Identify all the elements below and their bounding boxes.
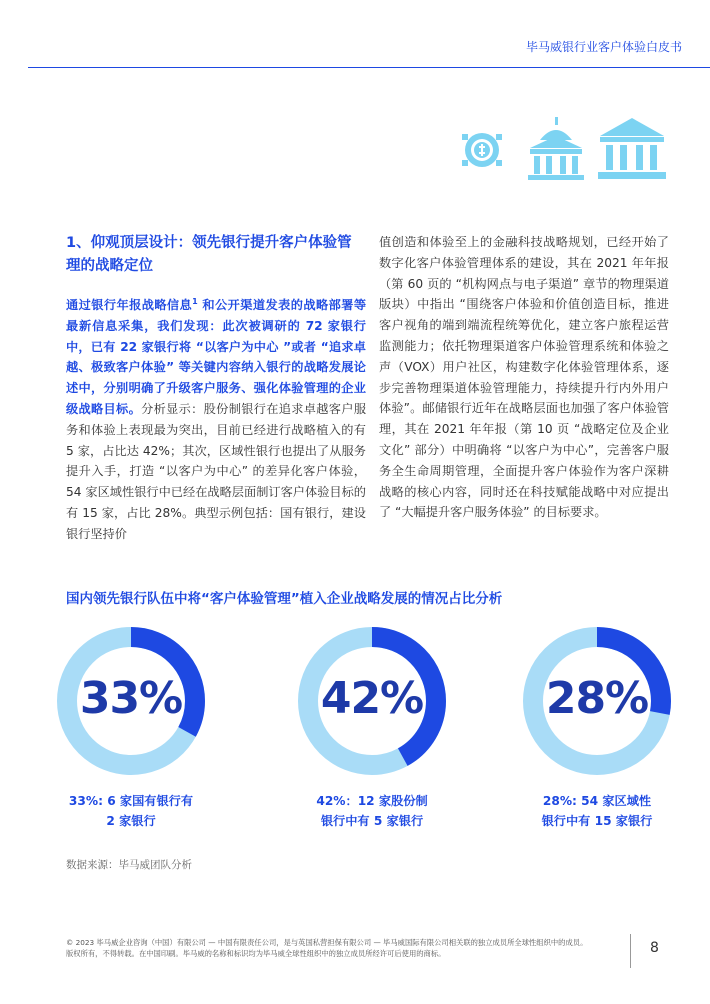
footer-divider — [630, 934, 631, 968]
lead-text-a: 通过银行年报战略信息 — [66, 298, 193, 313]
header-title: 毕马威银行业客户体验白皮书 — [525, 40, 682, 54]
left-body-text: 分析显示：股份制银行在追求卓越客户服务和体验上表现最为突出，目前已经进行战略植入的有 5 家，占比达 42%；其次，区域性银行也提出了从服务提升入手，打造 “以客户为中心” 的差异化客户体验，54 家区域性银行中已经在战略层面制订客户体验目标的有 15 家，占比 28%。典型示例包括：国有银行，建设银行坚持价 — [66, 402, 367, 541]
donut-2-label: 42% — [320, 673, 424, 724]
icon-row — [460, 112, 670, 182]
donut-3-caption-line1: 28%: 54 家区域性 — [542, 794, 652, 808]
donut-2-caption-line1: 42%：12 家股份制 — [316, 794, 428, 808]
donut-1-label: 33% — [79, 673, 183, 724]
donut-2-caption-line2: 银行中有 5 家银行 — [320, 814, 424, 828]
donut-1-caption-line2: 2 家银行 — [106, 814, 156, 828]
left-paragraph — [66, 292, 366, 545]
bank-building-icon — [598, 118, 666, 179]
right-paragraph: 值创造和体验至上的金融科技战略规划，已经开始了数字化客户体验管理体系的建设，其在 2021 年年报（第 60 页的 “机构网点与电子渠道” 章节的物理渠道版块）中指出 “围绕客户体验和价值创造目标，推进客户视角的端到端流程统筹优化，建立客户旅程运营监测能力；依托物理渠道客户体验管理系统和体验之声（VOX）用户社区，构建数字化体验管理体系，逐步完善物理渠道体验管理能力，持续提升行内外用户体验”。邮储银行近年在战略层面也加强了客户体验管理，其在 2021 年年报（第 10 页 “战略定位及企业文化” 部分）中明确将 “以客户为中心”，完善客户服务全生命周期管理，全面提升客户体验作为客户深耕战略的核心内容，同时还在科技赋能战略中对应提出了 “大幅提升客户服务体验” 的目标要求。 — [379, 235, 669, 520]
footer-line2: 版权所有，不得转载。在中国印刷。毕马威的名称和标识均为毕马威全球性组织中的独立成员所经许可后使用的商标。 — [66, 949, 446, 958]
data-source: 数据来源：毕马威团队分析 — [66, 859, 192, 871]
donut-1-caption — [31, 791, 231, 831]
donut-1-caption-line1: 33%: 6 家国有银行有 — [68, 794, 194, 808]
donut-2-caption — [272, 791, 472, 831]
section-title: 1、仰观顶层设计：领先银行提升客户体验管理的战略定位 — [66, 235, 352, 274]
bank-dome-icon — [528, 117, 584, 180]
money-coin-icon — [462, 133, 502, 167]
right-column — [379, 232, 669, 523]
donut-chart-3 — [522, 626, 672, 776]
donut-3-label: 28% — [545, 673, 649, 724]
donut-3-caption-line2: 银行中有 15 家银行 — [541, 814, 653, 828]
header-divider — [28, 67, 710, 68]
lead-text — [66, 298, 366, 416]
chart-title: 国内领先银行队伍中将“客户体验管理”植入企业战略发展的情况占比分析 — [66, 591, 503, 607]
left-column — [66, 232, 366, 545]
donut-3-caption — [497, 791, 697, 831]
footnote-ref[interactable]: 1 — [192, 297, 198, 306]
page-number: 8 — [650, 940, 659, 956]
lead-text-b: 和公开渠道发表的战略部署等最新信息采集，我们发现：此次被调研的 72 家银行中，已有 22 家银行将 “以客户为中心 ”或者 “追求卓越、极致客户体验” 等关键内容纳入银行的战略发展论述中，分别明确了升级客户服务、强化体验管理的企业级战略目标。 — [66, 298, 367, 417]
donut-chart-1 — [56, 626, 206, 776]
footer-line1: © 2023 毕马威企业咨询（中国）有限公司 — 中国有限责任公司，是与英国私营担保有限公司 — 毕马威国际有限公司相关联的独立成员所全球性组织中的成员。 — [66, 938, 588, 947]
donut-chart-2 — [297, 626, 447, 776]
footer-copyright — [66, 937, 616, 959]
